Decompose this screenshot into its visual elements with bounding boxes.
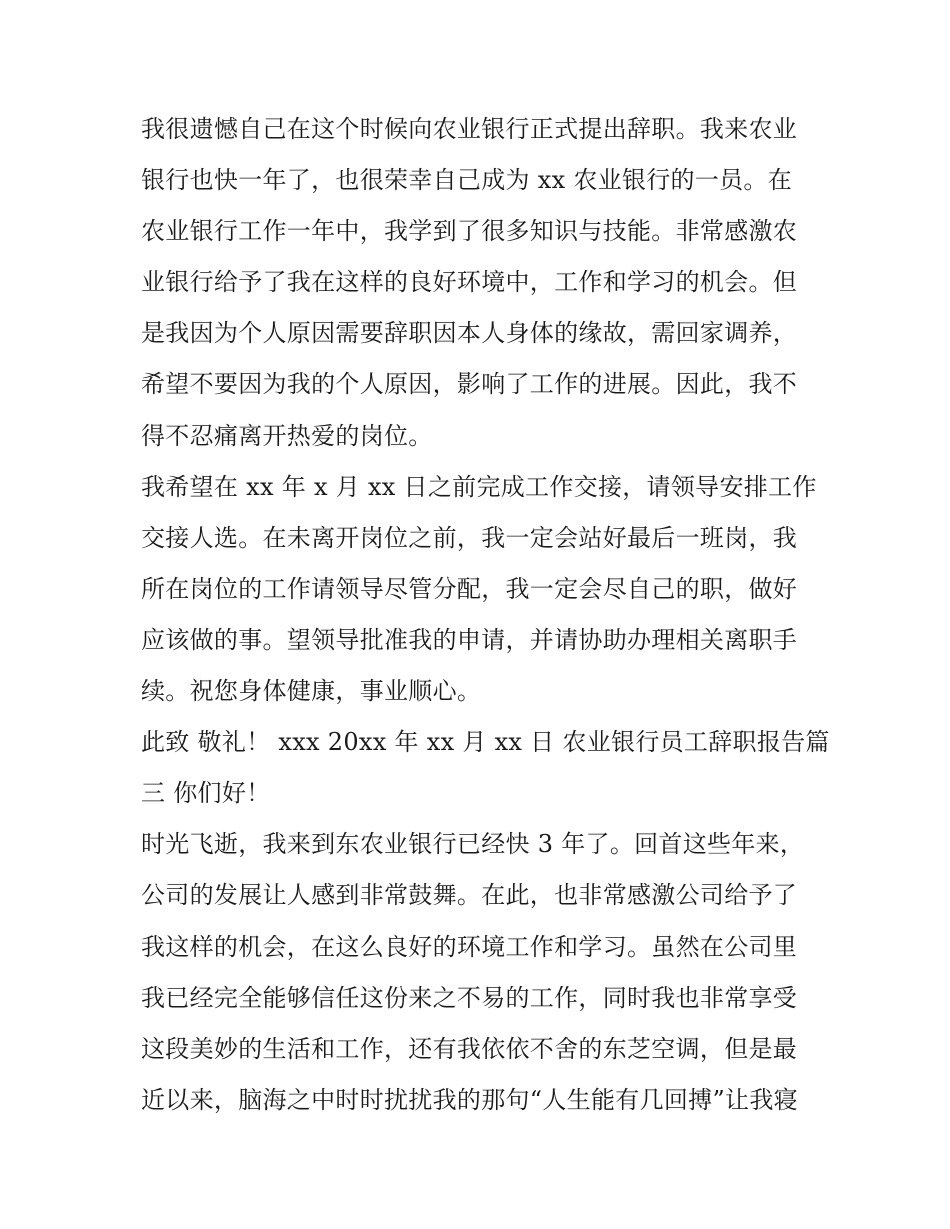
text-line: 近以来，脑海之中时时扰扰我的那句“人生能有几回搏”让我寝: [141, 1085, 798, 1114]
text-line: 业银行给予了我在这样的良好环境中，工作和学习的机会。但: [141, 268, 798, 297]
text-line: 希望不要因为我的个人原因，影响了工作的进展。因此，我不: [141, 370, 798, 399]
text-line: 我希望在 xx 年 x 月 xx 日之前完成工作交接，请领导安排工作: [141, 472, 817, 501]
text-line: 交接人选。在未离开岗位之前，我一定会站好最后一班岗，我: [141, 523, 798, 552]
text-line: 此致 敬礼！ xxx 20xx 年 xx 月 xx 日 农业银行员工辞职报告篇: [141, 728, 830, 757]
text-line: 三 你们好！: [141, 779, 271, 808]
text-line: 应该做的事。望领导批准我的申请，并请协助办理相关离职手: [141, 625, 798, 654]
text-line: 得不忍痛离开热爱的岗位。: [141, 421, 433, 450]
text-line: 农业银行工作一年中，我学到了很多知识与技能。非常感激农: [141, 217, 798, 246]
text-line: 这段美妙的生活和工作，还有我依依不舍的东芝空调，但是最: [141, 1034, 798, 1063]
text-line: 公司的发展让人感到非常鼓舞。在此，也非常感激公司给予了: [141, 881, 798, 910]
text-line: 我很遗憾自己在这个时候向农业银行正式提出辞职。我来农业: [141, 115, 798, 143]
text-line: 银行也快一年了，也很荣幸自己成为 xx 农业银行的一员。在: [141, 166, 793, 195]
text-line: 我这样的机会，在这么良好的环境工作和学习。虽然在公司里: [141, 932, 798, 961]
text-line: 我已经完全能够信任这份来之不易的工作，同时我也非常享受: [141, 983, 798, 1012]
text-line: 是我因为个人原因需要辞职因本人身体的缘故，需回家调养，: [141, 319, 798, 348]
document-body: [141, 104, 830, 1126]
text-line: 所在岗位的工作请领导尽管分配，我一定会尽自己的职，做好: [141, 574, 798, 603]
text-line: 时光飞逝，我来到东农业银行已经快 3 年了。回首这些年来，: [141, 830, 805, 859]
text-line: 续。祝您身体健康，事业顺心。: [141, 677, 482, 706]
